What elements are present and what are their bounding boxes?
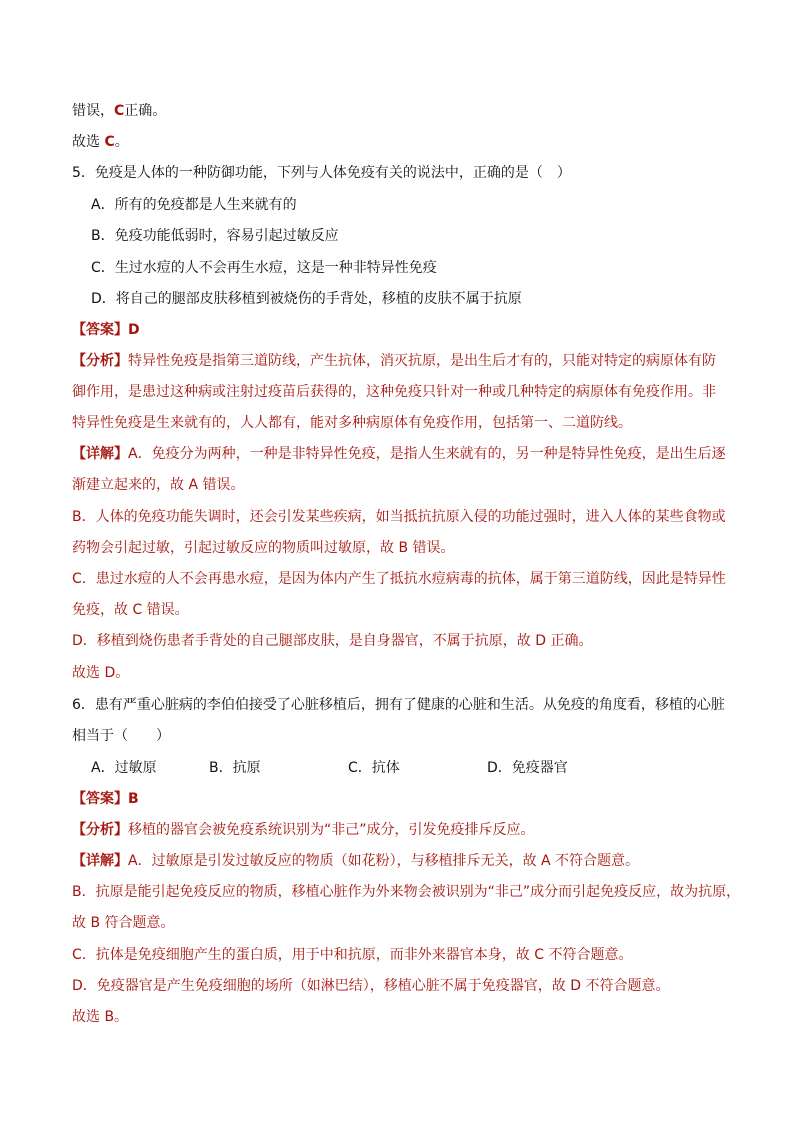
- q5-analysis-line-1: [72, 350, 732, 372]
- q5-conclusion: 故选 D。: [72, 665, 130, 681]
- q5-detail-line-7: D．移植到烧伤患者手背处的自己腿部皮肤，是自身器官，不属于抗原，故 D 正确。: [72, 633, 593, 649]
- answer-label: 【答案】: [72, 791, 128, 807]
- q5-option-b: B．免疫功能低弱时，容易引起过敏反应: [91, 228, 339, 244]
- q5-detail-line-5: C．患过水痘的人不会再患水痘，是因为体内产生了抵抗水痘病毒的抗体，属于第三道防线，因此是特异性: [72, 571, 726, 587]
- q6-options: [91, 757, 751, 779]
- q5-analysis-line-3: 特异性免疫是生来就有的，人人都有，能对多种病原体有免疫作用，包括第一、二道防线。: [72, 415, 632, 431]
- q5-option-d: D．将自己的腿部皮肤移植到被烧伤的手背处，移植的皮肤不属于抗原: [91, 291, 522, 307]
- q6-answer: [72, 788, 732, 810]
- q5-analysis-line-2: 御作用，是患过这种病或注射过疫苗后获得的，这种免疫只针对一种或几种特定的病原体有免疫作用。非: [72, 384, 716, 400]
- prev-choice-line: [72, 131, 732, 153]
- detail-label: 【详解】: [72, 853, 128, 869]
- prev-conclusion-line: [72, 100, 732, 122]
- q6-detail-line-5: D．免疫器官是产生免疫细胞的场所（如淋巴结），移植心脏不属于免疫器官，故 D 不符合题意。: [72, 978, 670, 994]
- prev-letter: C: [114, 103, 125, 119]
- q5-detail-line-6: 免疫，故 C 错误。: [72, 602, 189, 618]
- q5-answer: [72, 319, 732, 341]
- q5-stem: 5．免疫是人体的一种防御功能，下列与人体免疫有关的说法中，正确的是（ ）: [72, 165, 571, 181]
- q6-option-b: B．抗原: [209, 760, 261, 776]
- q5-detail-line-3: B．人体的免疫功能失调时，还会引发某些疾病，如当抵抗抗原入侵的功能过强时，进入人体的某些食物或: [72, 509, 726, 525]
- q6-detail-line-1: [72, 850, 732, 872]
- detail-text: A．过敏原是引发过敏反应的物质（如花粉），与移植排斥无关，故 A 不符合题意。: [128, 853, 640, 869]
- detail-label: 【详解】: [72, 446, 128, 462]
- q6-stem-line-1: 6．患有严重心脏病的李伯伯接受了心脏移植后，拥有了健康的心脏和生活。从免疫的角度看，移植的心脏: [72, 697, 725, 713]
- q5-detail-line-4: 药物会引起过敏，引起过敏反应的物质叫过敏原，故 B 错误。: [72, 540, 455, 556]
- q6-detail-line-4: C．抗体是免疫细胞产生的蛋白质，用于中和抗原，而非外来器官本身，故 C 不符合题意。: [72, 947, 633, 963]
- q6-option-c: C．抗体: [348, 760, 400, 776]
- answer-value: B: [128, 791, 139, 807]
- answer-label: 【答案】: [72, 322, 128, 338]
- q6-detail-line-2: B．抗原是能引起免疫反应的物质，移植心脏作为外来物会被识别为“非己”成分而引起免疫反应，故为抗原，: [72, 884, 741, 900]
- q6-option-d: D．免疫器官: [487, 760, 568, 776]
- q5-detail-line-1: [72, 443, 732, 465]
- analysis-label: 【分析】: [72, 822, 128, 838]
- prev-text: 正确。: [124, 103, 167, 119]
- q6-analysis: [72, 819, 732, 841]
- analysis-text: 移植的器官会被免疫系统识别为“非己”成分，引发免疫排斥反应。: [128, 822, 535, 838]
- answer-value: D: [128, 322, 140, 338]
- q6-conclusion: 故选 B。: [72, 1009, 129, 1025]
- analysis-text: 特异性免疫是指第三道防线，产生抗体，消灭抗原，是出生后才有的，只能对特定的病原体有防: [128, 353, 716, 369]
- q6-option-a: A．过敏原: [91, 760, 157, 776]
- q5-option-a: A．所有的免疫都是人生来就有的: [91, 197, 297, 213]
- prev-text: 。: [114, 134, 129, 150]
- q5-detail-line-2: 渐建立起来的，故 A 错误。: [72, 477, 245, 493]
- prev-text: 故选: [72, 134, 105, 150]
- prev-letter: C: [104, 134, 115, 150]
- prev-text: 错误，: [72, 103, 114, 119]
- detail-text: A．免疫分为两种，一种是非特异性免疫，是指人生来就有的，另一种是特异性免疫，是出生后逐: [128, 446, 726, 462]
- analysis-label: 【分析】: [72, 353, 128, 369]
- q6-stem-line-2: 相当于（ ）: [72, 728, 170, 744]
- q6-detail-line-3: 故 B 符合题意。: [72, 915, 175, 931]
- q5-option-c: C．生过水痘的人不会再生水痘，这是一种非特异性免疫: [91, 260, 437, 276]
